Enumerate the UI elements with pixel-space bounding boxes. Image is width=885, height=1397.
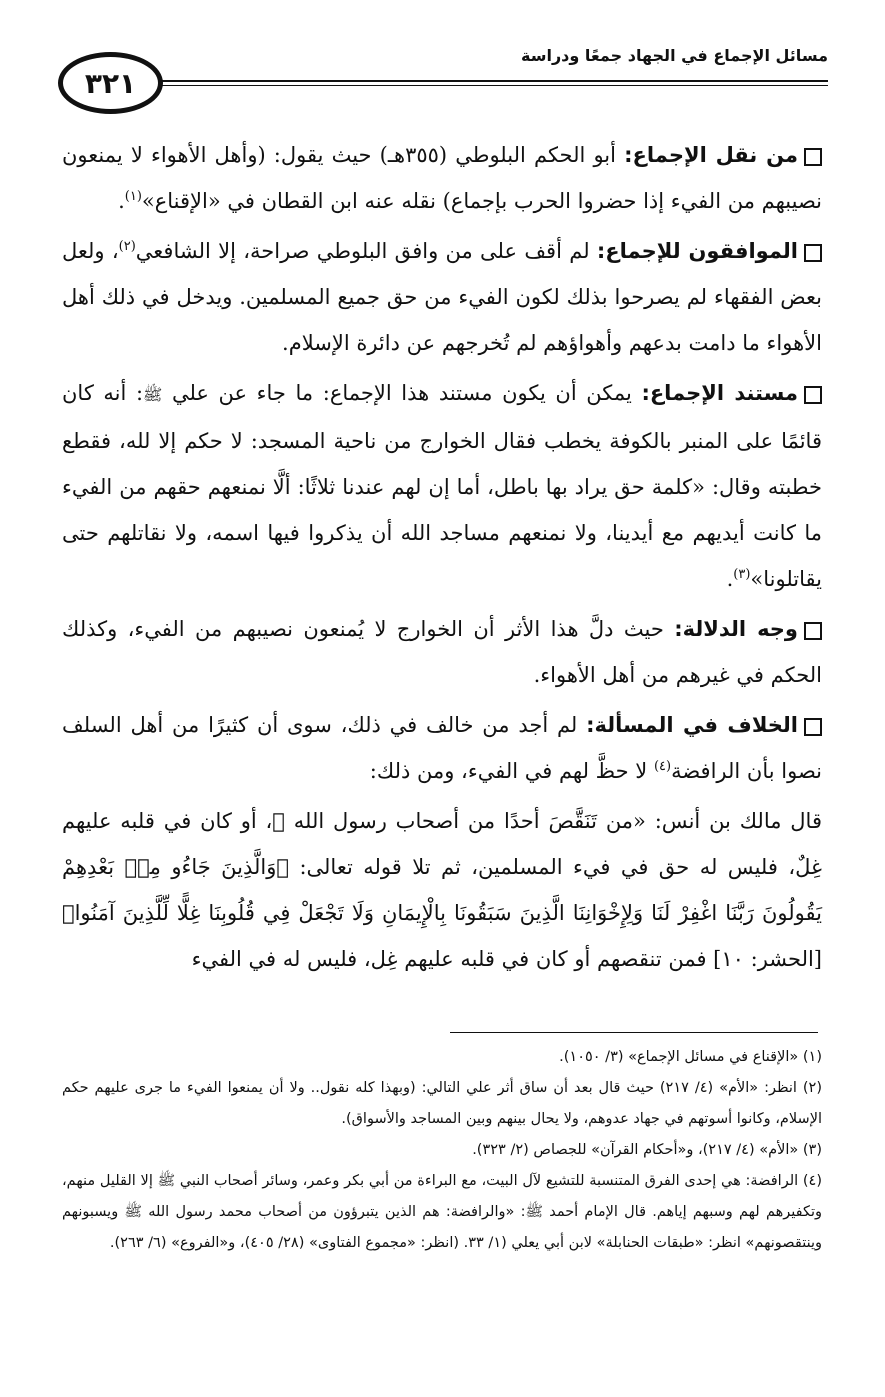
section-lead: من نقل الإجماع:	[624, 143, 798, 167]
footnote-ref: (٣)	[733, 567, 751, 582]
section-tail: ، ولعل بعض الفقهاء لم يصرحوا بذلك لكون الفيء من حق جميع المسلمين. ويدخل في ذلك أهل الأهواء ما دامت بدعهم وأهواؤهم لم تُخرجهم عن دائرة الإسلام.	[62, 239, 822, 355]
page-number: ٣٢١	[58, 52, 163, 114]
header-rule-thin	[158, 85, 828, 86]
section-ijma-transmitters	[62, 132, 822, 224]
footnote-ref: (٤)	[653, 759, 672, 774]
section-text: حيث دلَّ هذا الأثر أن الخوارج لا يُمنعون نصيبهم من الفيء، وكذلك الحكم في غيرهم من أهل الأهواء.	[62, 617, 822, 687]
section-tail: .	[118, 189, 125, 213]
section-lead: الموافقون للإجماع:	[596, 239, 798, 263]
section-text-continued: : أنه كان قائمًا على المنبر بالكوفة يخطب فقال الخوارج من ناحية المسجد: لا حكم إلا لله، فقطع خطبته وقال: «كلمة حق يراد بها باطل، أما إن لهم عندنا ثلاثًا: ألَّا نمنعهم حقهم من الفيء ما كانت أيديهم مع أيدينا، ولا نمنعهم مساجد الله أن يذكروا فيها اسمه، ولا نقاتلهم حتى يقاتلونا»	[62, 381, 822, 591]
section-text: أبو الحكم البلوطي (٣٥٥هـ) حيث يقول: (وأهل الأهواء لا يمنعون نصيبهم من الفيء إذا حضروا الحرب بإجماع) نقله عنه ابن القطان في «الإقناع»	[62, 143, 822, 213]
body-text	[62, 132, 822, 986]
section-inference	[62, 606, 822, 698]
section-disagreement	[62, 702, 822, 794]
square-bullet-icon	[804, 622, 822, 640]
section-basis	[62, 370, 822, 602]
footnote-1: (١) «الإقناع في مسائل الإجماع» (٣/ ١٠٥٠).	[559, 1049, 822, 1065]
section-text: يمكن أن يكون مستند هذا الإجماع: ما جاء عن علي	[171, 381, 632, 405]
footnote-4: (٤) الرافضة: هي إحدى الفرق المتنسبة للتشيع لآل البيت، مع البراءة من أبي بكر وعمر، وسائر أصحاب النبي ﷺ إلا القليل منهم، وتكفيرهم لهم وسبهم إياهم. قال الإمام أحمد ﷺ: «والرافضة: هم الذين يتبرؤون من أصحاب محمد رسول الله ﷺ ويسبونهم وينتقصونهم» انظر: «طبقات الحنابلة» لابن أبي يعلي (١/ ٣٣. (انظر: «مجموع الفتاوى» (٢٨/ ٤٠٥)، و«الفروع» (٦/ ٢٦٣).	[62, 1173, 822, 1251]
footnotes	[62, 1042, 822, 1259]
section-lead: الخلاف في المسألة:	[586, 713, 798, 737]
footnote-separator	[450, 1032, 818, 1033]
running-title: مسائل الإجماع في الجهاد جمعًا ودراسة	[521, 46, 828, 65]
section-lead: مستند الإجماع:	[641, 381, 798, 405]
section-text: لم أجد من خالف في ذلك، سوى أن كثيرًا من أهل السلف نصوا بأن الرافضة	[62, 713, 822, 783]
square-bullet-icon	[804, 244, 822, 262]
quote-paragraph: قال مالك بن أنس: «من تَنَقَّصَ أحدًا من أصحاب رسول الله ﷺ، أو كان في قلبه عليهم غِلٌ، فليس له حق في فيء المسلمين، ثم تلا قوله تعالى: ﴿وَالَّذِينَ جَاءُو مِنۢ بَعْدِهِمْ يَقُولُونَ رَبَّنَا اغْفِرْ لَنَا وَلِإِخْوَانِنَا الَّذِينَ سَبَقُونَا بِالْإِيمَانِ وَلَا تَجْعَلْ فِي قُلُوبِنَا غِلًّا لِّلَّذِينَ آمَنُوا﴾ [الحشر: ١٠] فمن تنقصهم أو كان في قلبه عليهم غِل، فليس له في الفيء	[62, 809, 822, 971]
footnote-3: (٣) «الأم» (٤/ ٢١٧)، و«أحكام القرآن» للجصاص (٢/ ٣٢٣).	[472, 1142, 822, 1158]
footnote-ref: (٢)	[118, 239, 136, 254]
section-agreeing	[62, 228, 822, 366]
footnote-ref: (١)	[124, 189, 142, 204]
section-text: لم أقف على من وافق البلوطي صراحة، إلا الشافعي	[135, 239, 590, 263]
header-rule	[158, 80, 828, 82]
section-tail: لا حظَّ لهم في الفيء، ومن ذلك:	[369, 759, 654, 783]
page-header	[58, 40, 828, 118]
square-bullet-icon	[804, 386, 822, 404]
footnote-2: (٢) انظر: «الأم» (٤/ ٢١٧) حيث قال بعد أن ساق أثر علي التالي: (وبهذا كله نقول.. ولا أن يمنعوا الفيء ما جرى عليهم حكم الإسلام، وكانوا أسوتهم في جهاد عدوهم، ولا يحال بينهم وبين المساجد والأسواق).	[62, 1080, 822, 1127]
honorific-glyph: ﷺ	[143, 385, 163, 404]
section-lead: وجه الدلالة:	[674, 617, 798, 641]
square-bullet-icon	[804, 148, 822, 166]
square-bullet-icon	[804, 718, 822, 736]
section-tail: .	[726, 567, 734, 591]
